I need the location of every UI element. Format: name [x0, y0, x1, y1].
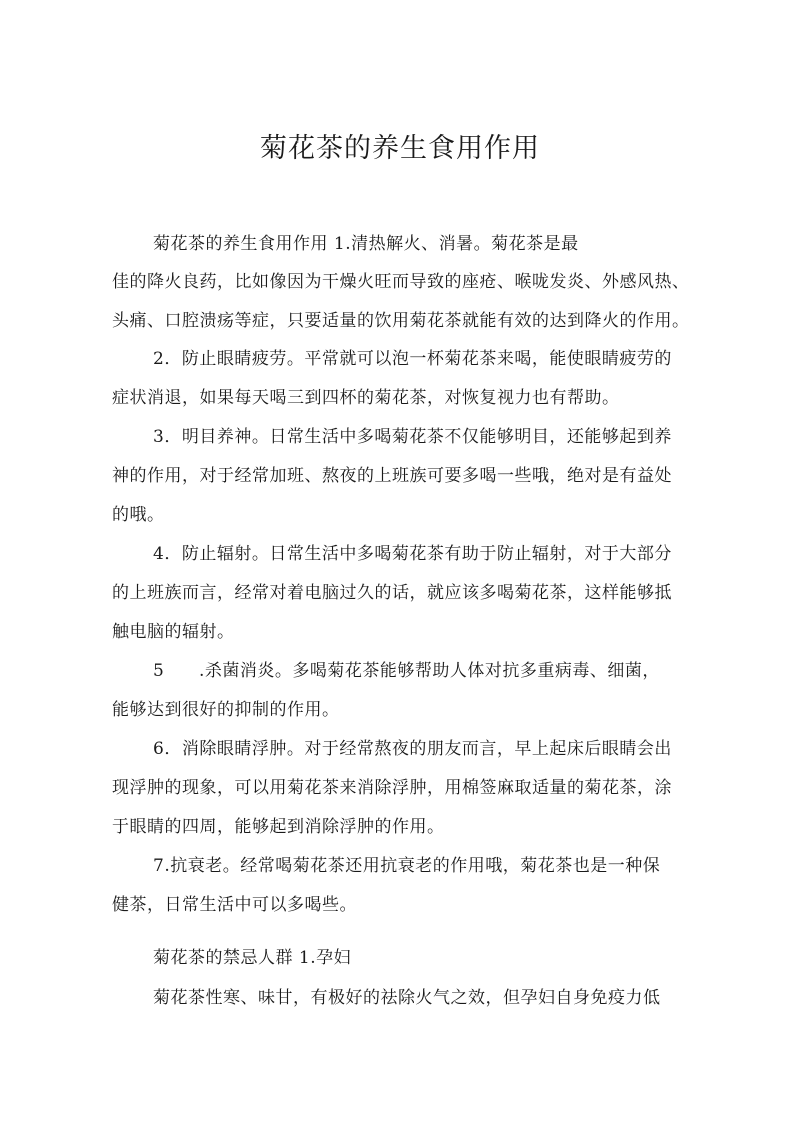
paragraph-line: 能够达到很好的抑制的作用。	[112, 700, 340, 720]
paragraph-line: 4．防止辐射。日常生活中多喝菊花茶有助于防止辐射，对于大部分	[153, 544, 672, 564]
paragraph-line: 2．防止眼睛疲劳。平常就可以泡一杯菊花茶来喝，能使眼睛疲劳的	[153, 349, 672, 369]
paragraph-line: 佳的降火良药，比如像因为干燥火旺而导致的座疮、喉咙发炎、外感风热、	[112, 272, 690, 292]
document-title: 菊花茶的养生食用作用	[260, 133, 540, 164]
paragraph-line-item-5	[153, 659, 660, 683]
paragraph-line: 于眼睛的四周，能够起到消除浮肿的作用。	[112, 817, 445, 837]
paragraph-line: 3．明目养神。日常生活中多喝菊花茶不仅能够明目，还能够起到养	[153, 427, 672, 447]
paragraph-line: 现浮肿的现象，可以用菊花茶来消除浮肿，用棉签麻取适量的菊花茶，涂	[112, 778, 672, 798]
paragraph-line: 症状消退，如果每天喝三到四杯的菊花茶，对恢复视力也有帮助。	[112, 388, 620, 408]
paragraph-line: 健茶，日常生活中可以多喝些。	[112, 895, 357, 915]
paragraph-line: 触电脑的辐射。	[112, 622, 235, 642]
item-5-number: 5	[153, 661, 165, 681]
paragraph-line: 神的作用，对于经常加班、熬夜的上班族可要多喝一些哦，绝对是有益处	[112, 466, 672, 486]
paragraph-line: 7.抗衰老。经常喝菊花茶还用抗衰老的作用哦，菊花茶也是一种保	[153, 856, 661, 876]
paragraph-line: 菊花茶性寒、味甘，有极好的祛除火气之效，但孕妇自身免疫力低	[153, 988, 661, 1008]
paragraph-line: 6．消除眼睛浮肿。对于经常熬夜的朋友而言，早上起床后眼睛会出	[153, 739, 672, 759]
item-5-text: .杀菌消炎。多喝菊花茶能够帮助人体对抗多重病毒、细菌，	[199, 661, 660, 681]
paragraph-line: 的哦。	[112, 505, 165, 525]
paragraph-line: 菊花茶的养生食用作用 1.清热解火、消暑。菊花茶是最	[153, 234, 579, 254]
paragraph-line: 的上班族而言，经常对着电脑过久的话，就应该多喝菊花茶，这样能够抵	[112, 583, 672, 603]
paragraph-line: 头痛、口腔溃疡等症，只要适量的饮用菊花茶就能有效的达到降火的作用。	[112, 311, 690, 331]
section-heading: 菊花茶的禁忌人群 1.孕妇	[153, 948, 352, 968]
